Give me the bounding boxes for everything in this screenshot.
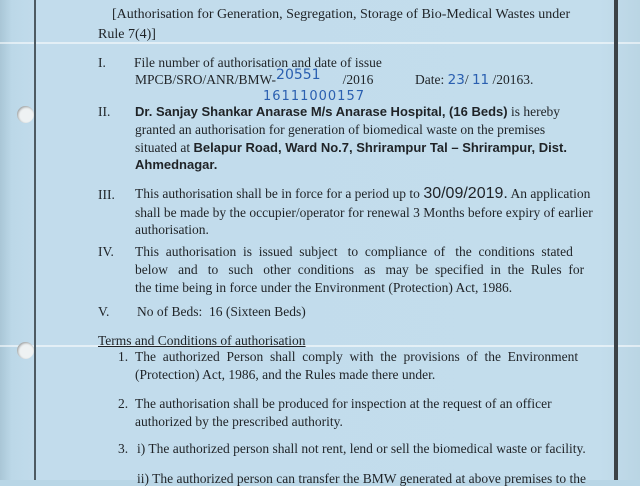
hospital-name: Dr. Sanjay Shankar Anarase M/s Anarase Hospital, (16 Beds) (135, 104, 508, 119)
item-text: below and to such other conditions as may be specified in the Rules for (135, 262, 585, 277)
authorised-party (135, 104, 561, 119)
condition-text: authorized by the prescribed authority. (135, 414, 343, 429)
item-number: II. (98, 104, 111, 119)
file-prefix: MPCB/SRO/ANR/BMW- (135, 72, 277, 87)
issue-date (415, 72, 533, 88)
date-label: Date: (415, 72, 445, 87)
item-number: V. (98, 304, 110, 319)
condition-number: 1. (118, 349, 129, 364)
item-text: authorisation. (135, 222, 209, 237)
file-year: /2016 (342, 72, 374, 87)
page-border-left (34, 0, 36, 480)
condition-number: 2. (118, 396, 129, 411)
expiry-date: 30/09/2019. (423, 185, 508, 202)
item-text: This authorisation is issued subject to compliance of the conditions stated (135, 244, 573, 259)
item-text: situated at (135, 140, 191, 155)
punch-hole (17, 342, 34, 359)
item-text: the time being in force under the Environment (Protection) Act, 1986. (135, 280, 513, 295)
date-day: 23 (447, 72, 465, 88)
terms-heading: Terms and Conditions of authorisation (98, 333, 306, 348)
address-text: Belapur Road, Ward No.7, Shrirampur Tal – Shrirampur, Dist. (193, 140, 567, 155)
premises-address (135, 140, 567, 155)
handwritten-reference: 16111000157 (263, 89, 365, 104)
page-border-right (614, 0, 618, 480)
item-text: is hereby (510, 104, 561, 119)
validity-line (135, 186, 590, 201)
item-number: III. (98, 187, 115, 202)
item-text: shall be made by the occupier/operator for renewal 3 Months before expiry of earlier (135, 205, 593, 220)
header-line-2: Rule 7(4)] (98, 27, 156, 42)
header-line-1: [Authorisation for Generation, Segregation, Storage of Bio-Medical Wastes under (112, 7, 571, 22)
date-year: /20163. (492, 72, 534, 87)
condition-text: i) The authorized person shall not rent, lend or sell the biomedical waste or facility. (137, 441, 586, 456)
address-district: Ahmednagar. (135, 157, 218, 172)
item-number: I. (98, 55, 106, 70)
paper-fold (0, 42, 640, 44)
item-text: This authorisation shall be in force for a period up to (135, 186, 420, 201)
file-handwritten-number: 20551 (276, 67, 321, 83)
punch-hole (17, 106, 34, 123)
condition-text: The authorized Person shall comply with the provisions of the Environment (135, 349, 579, 364)
item-number: IV. (98, 244, 114, 259)
condition-text: (Protection) Act, 1986, and the Rules made there under. (135, 367, 436, 382)
file-number (135, 67, 374, 88)
date-separator: / (464, 72, 469, 87)
date-month: 11 (471, 72, 490, 88)
file-number-label: File number of authorisation and date of issue (134, 55, 382, 70)
number-of-beds: No of Beds: 16 (Sixteen Beds) (137, 304, 306, 319)
condition-text: The authorisation shall be produced for inspection at the request of an officer (135, 396, 552, 411)
condition-number: 3. (118, 441, 129, 456)
condition-text: ii) The authorized person can transfer the BMW generated at above premises to the (137, 471, 586, 486)
paper-fold (0, 345, 640, 347)
item-text: An application (510, 186, 591, 201)
item-text: granted an authorisation for generation of biomedical waste on the premises (135, 122, 546, 137)
